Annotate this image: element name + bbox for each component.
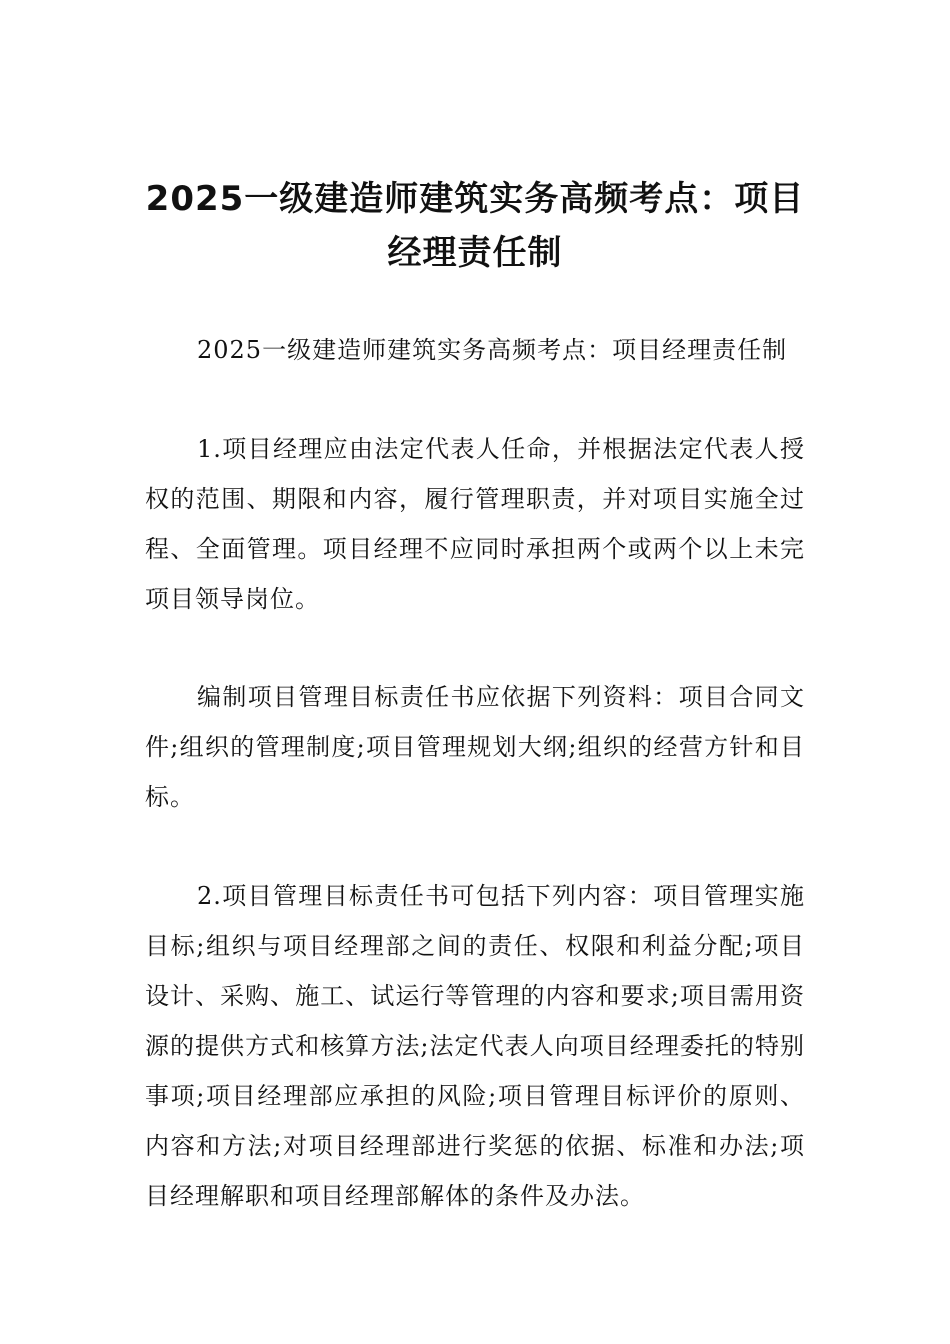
paragraph-basis: 编制项目管理目标责任书应依据下列资料：项目合同文件;组织的管理制度;项目管理规划大纲;组织的经营方针和目标。 <box>145 683 805 811</box>
document-title: 2025一级建造师建筑实务高频考点：项目经理责任制 <box>145 179 805 273</box>
paragraph-appointment: 1.项目经理应由法定代表人任命，并根据法定代表人授权的范围、期限和内容，履行管理职责，并对项目实施全过程、全面管理。项目经理不应同时承担两个或两个以上未完项目领导岗位。 <box>145 435 805 613</box>
paragraph-contents: 2.项目管理目标责任书可包括下列内容：项目管理实施目标;组织与项目经理部之间的责任、权限和利益分配;项目设计、采购、施工、试运行等管理的内容和要求;项目需用资源的提供方式和核算方法;法定代表人向项目经理委托的特别事项;项目经理部应承担的风险;项目管理目标评价的原则、内容和方法;对项目经理部进行奖惩的依据、标准和办法;项目经理解职和项目经理部解体的条件及办法。 <box>145 882 805 1210</box>
subtitle-paragraph: 2025一级建造师建筑实务高频考点：项目经理责任制 <box>197 336 788 364</box>
